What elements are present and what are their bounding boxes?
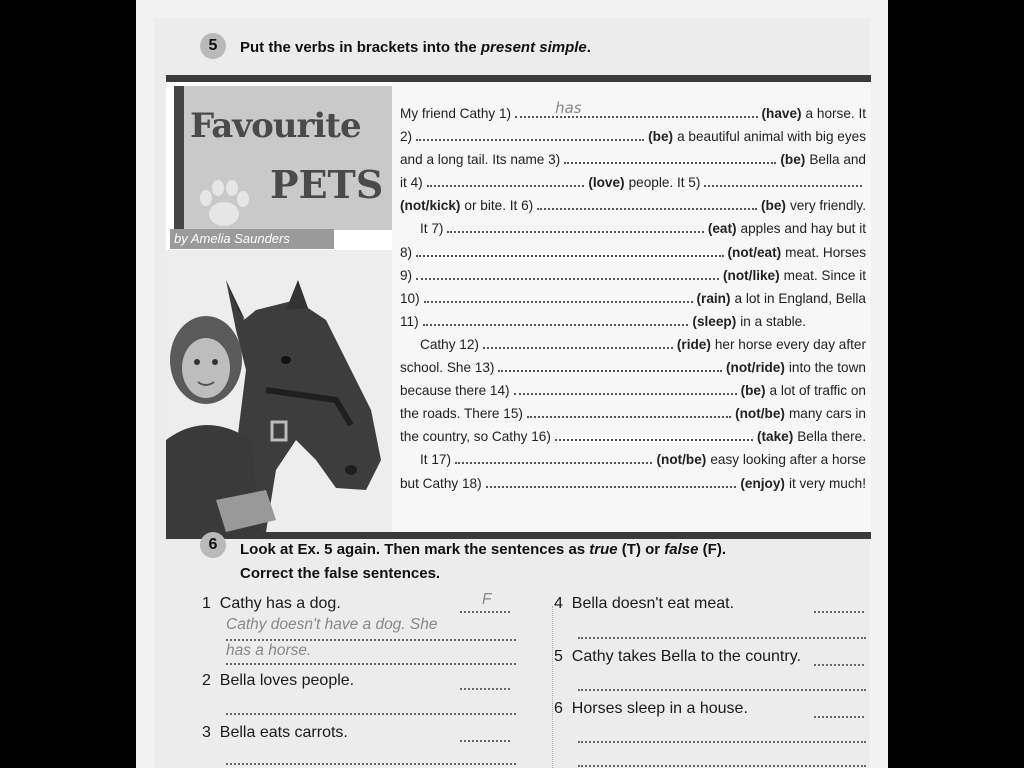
line-end-text: in a stable. [740,313,806,329]
item-number: 6 [554,700,563,717]
article-line [400,194,866,217]
line-mid-text: or bite. It 6) [464,198,534,214]
blank-answer-field[interactable] [555,425,753,441]
false-word: false [664,541,699,558]
blank-answer-field[interactable] [564,148,776,164]
item-text: Bella doesn't eat meat. [571,595,735,612]
article-line [400,125,866,148]
item-text: Bella loves people. [219,672,355,689]
article-title-line1: Favourite [190,106,361,146]
item-text: Cathy takes Bella to the country. [571,648,801,665]
textbook-page [136,0,888,768]
correction-dots-5[interactable] [578,636,866,639]
article-line [400,264,866,287]
tf-item-4 [554,595,734,613]
article-banner [174,86,392,230]
verb-prompt: (be) [761,198,786,214]
page-content [154,18,870,768]
line-start-text: 11) [400,313,419,329]
correction-dots-8[interactable] [578,764,866,767]
blank-answer-field[interactable] [498,356,722,372]
blank-answer-field[interactable] [416,241,723,257]
tf-item-3 [202,724,348,742]
line-end-text: a lot in England, Bella [734,290,866,306]
blank-answer-field[interactable] [527,402,731,418]
tf-item-5 [554,648,801,666]
line-start-text: My friend Cathy 1) [400,106,512,121]
exercise-5-number: 5 [200,33,226,59]
paw-print-icon [194,176,254,232]
tf-answer-3[interactable] [460,739,510,742]
tf-answer-2[interactable] [460,687,510,690]
verb-prompt: (be) [648,129,674,145]
verb-prompt: (eat) [707,221,737,237]
exercise-6-title [240,538,726,586]
verb-prompt: (not/ride) [726,360,785,376]
verb-prompt: (be) [740,383,766,399]
blank-answer-field[interactable] [427,171,585,187]
article-line [400,217,866,240]
item-text: Horses sleep in a house. [571,700,748,717]
blank-answer-field[interactable] [423,310,689,326]
line-end-text: her horse every day after [714,336,866,352]
line-end-text: meat. Horses [785,244,866,260]
line-start-text: it 4) [400,175,423,191]
article-line [400,287,866,310]
line-end-text: Bella and [809,152,866,168]
article-line [400,310,866,333]
true-word: true [589,541,618,558]
line-start-text: 10) [400,290,420,306]
line-start-text: the roads. There 15) [400,406,523,422]
article-line [400,148,866,171]
line-start-text: 2) [400,129,413,145]
article-text [400,99,866,495]
blank-answer-field[interactable] [483,333,673,349]
item-text: Cathy has a dog. [219,595,341,612]
correction-dots-7[interactable] [578,740,866,743]
exercise-6-title-text: Look at Ex. 5 again. Then mark the sentences as [240,541,590,558]
correction-dots-6[interactable] [578,688,866,691]
reading-passage [166,75,871,539]
line-start-text: because there 14) [400,383,510,399]
tf-answer-5[interactable] [814,663,864,666]
correction-dots-1[interactable] [226,638,516,641]
tf-answer-4[interactable] [814,610,864,613]
line-start-text: Cathy 12) [420,336,479,352]
line-end-text: easy looking after a horse [710,452,866,468]
line-end-text: a horse. It [805,106,866,121]
correction-line-1: Cathy doesn't have a dog. She [226,616,438,633]
line-end-text: a lot of traffic on [769,383,866,399]
line-start-text: It 17) [420,452,451,468]
correction-line-2: has a horse. [226,642,312,659]
correction-dots-4[interactable] [226,762,516,765]
article-line [400,241,866,264]
exercise-6-title-line1 [240,538,726,562]
exercise-5-title [240,39,591,56]
girl-with-horse-photo [166,250,392,532]
verb-prompt: (not/be) [656,452,707,468]
line-end-text: a beautiful animal with big eyes [677,129,866,145]
verb-prompt: (love) [588,175,625,191]
exercise-6-number: 6 [200,532,226,558]
blank-answer-field[interactable] [424,287,693,303]
verb-prompt: (rain) [696,290,731,306]
line-end-text: very friendly. [789,198,866,214]
exercise-6-title-line2: Correct the false sentences. [240,565,441,582]
tf-item-2 [202,672,354,690]
tf-answer-6[interactable] [814,715,864,718]
article-title-line2: PETS [270,162,384,207]
verb-prompt: (enjoy) [740,475,785,491]
line-start-text: and a long tail. Its name 3) [400,152,561,168]
true-abbr: (T) or [617,541,665,558]
blank-answer-field[interactable] [514,379,737,395]
item-number: 2 [202,672,211,689]
blank-answer-field[interactable] [704,171,862,187]
article-line [400,333,866,356]
line-start-text: school. She 13) [400,360,495,376]
line-start-text: It 7) [420,221,444,237]
article-line [400,402,866,425]
item-number: 1 [202,595,211,612]
verb-prompt: (have) [761,106,802,121]
blank-answer-field[interactable] [447,217,703,233]
article-line [400,448,866,471]
tf-answer-1-mark: F [482,591,492,608]
correction-dots-3[interactable] [226,712,516,715]
blank-answer-field[interactable] [486,472,737,488]
line-end-text: meat. Since it [783,267,866,283]
article-line [400,379,866,402]
blank-answer-field[interactable] [455,448,653,464]
blank-answer-field[interactable] [416,264,719,280]
item-text: Bella eats carrots. [219,724,348,741]
article-line [400,99,866,125]
blank-answer-field[interactable] [515,99,757,118]
item-number: 5 [554,648,563,665]
verb-prompt: (sleep) [692,313,737,329]
verb-prompt: (not/be) [735,406,785,422]
verb-prompt: (ride) [676,336,711,352]
blank-answer-field[interactable] [537,194,757,210]
verb-prompt: (take) [756,429,794,445]
exercise-5-title-emphasis: present simple [480,39,587,56]
column-divider [552,606,553,768]
article-line [400,425,866,448]
tf-item-6 [554,700,748,718]
article-line [400,356,866,379]
line-start-text: (not/kick) [400,198,461,214]
false-abbr: (F). [698,541,726,558]
line-end-text: people. It 5) [628,175,701,191]
line-start-text: 9) [400,267,413,283]
article-line [400,171,866,194]
line-start-text: the country, so Cathy 16) [400,429,551,445]
line-end-text: apples and hay but it [740,221,866,237]
line-end-text: into the town [788,360,866,376]
line-start-text: but Cathy 18) [400,475,482,491]
article-byline: by Amelia Saunders [170,229,334,249]
line-start-text: 8) [400,244,413,260]
article-line [400,472,866,495]
item-number: 4 [554,595,563,612]
item-number: 3 [202,724,211,741]
verb-prompt: (not/like) [723,267,780,283]
verb-prompt: (not/eat) [727,244,782,260]
line-end-text: Bella there. [797,429,866,445]
line-end-text: it very much! [788,475,866,491]
exercise-5-title-text: Put the verbs in brackets into the [240,39,481,56]
article-sidebar [166,82,392,532]
tf-answer-1[interactable] [460,610,510,613]
handwritten-answer: has [555,99,582,117]
tf-item-1 [202,595,341,613]
exercise-5-title-end: . [586,39,591,56]
verb-prompt: (be) [780,152,806,168]
blank-answer-field[interactable] [416,125,644,141]
correction-dots-2[interactable] [226,662,516,665]
line-end-text: many cars in [788,406,866,422]
